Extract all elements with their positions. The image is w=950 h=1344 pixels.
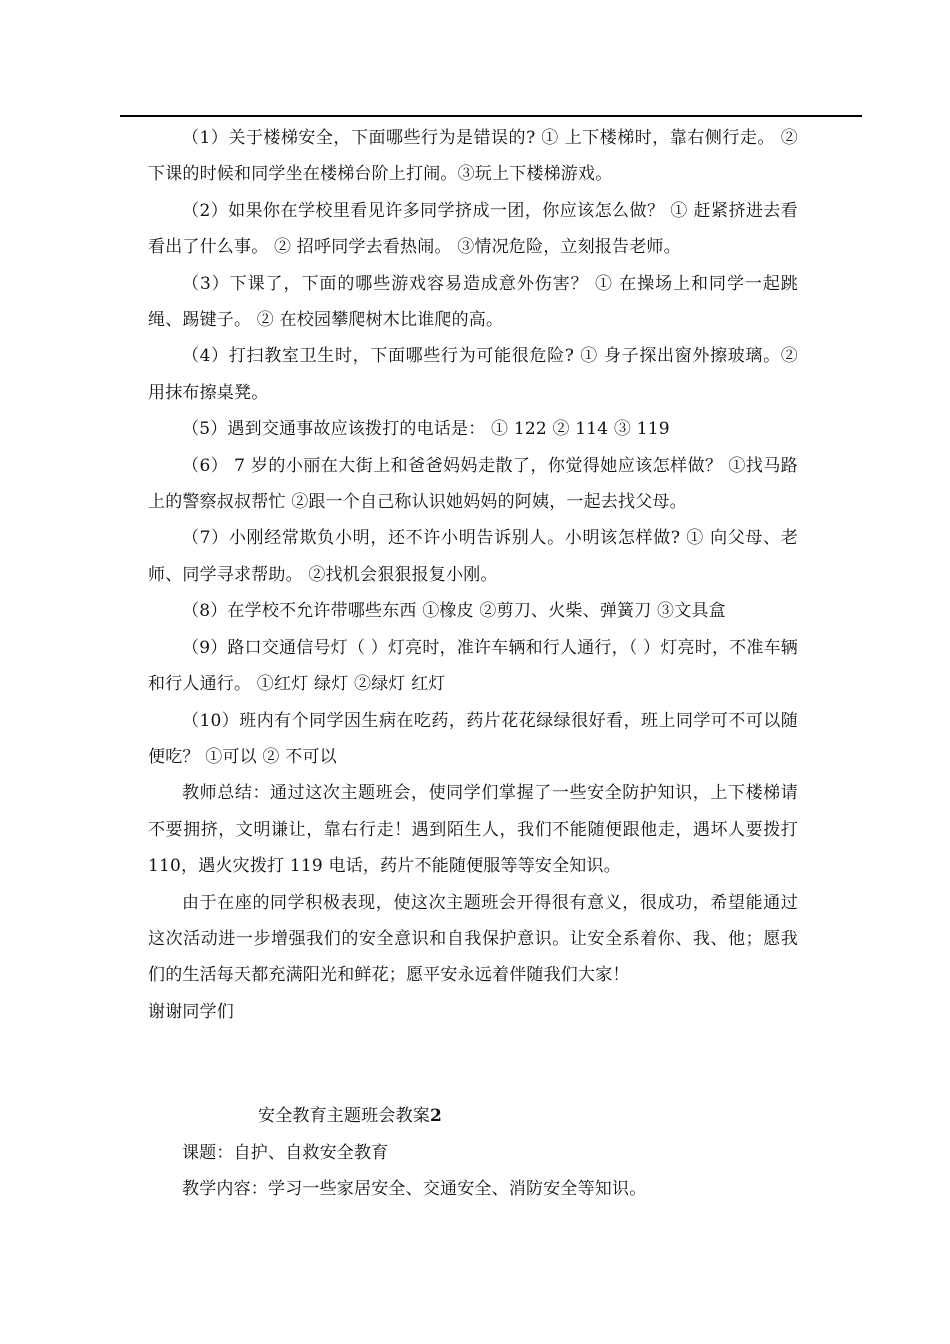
closing-thanks: 谢谢同学们: [148, 1001, 234, 1022]
closing-paragraph: 由于在座的同学积极表现，使这次主题班会开得很有意义，很成功，希望能通过这次活动进一步增强我们的安全意识和自我保护意识。让安全系着你、我、他；愿我们的生活每天都充满阳光和鲜花；愿平安永远着伴随我们大家！: [148, 892, 798, 986]
section-2-content: 教学内容：学习一些家居安全、交通安全、消防安全等知识。: [182, 1178, 647, 1199]
question-3: （3）下课了，下面的哪些游戏容易造成意外伤害？ ① 在操场上和同学一起跳绳、踢键子。 ② 在校园攀爬树木比谁爬的高。: [148, 273, 798, 331]
question-8: （8）在学校不允许带哪些东西 ①橡皮 ②剪刀、火柴、弹簧刀 ③文具盒: [182, 601, 726, 622]
section-gap: [148, 1030, 798, 1080]
document-body: [148, 120, 798, 1207]
question-1: （1）关于楼梯安全，下面哪些行为是错误的? ① 上下楼梯时，靠右侧行走。 ②下课的时候和同学坐在楼梯台阶上打闹。③玩上下楼梯游戏。: [148, 128, 798, 185]
header-rule: [120, 115, 862, 117]
question-10: （10）班内有个同学因生病在吃药，药片花花绿绿很好看，班上同学可不可以随便吃？ ①可以 ② 不可以: [148, 710, 798, 767]
teacher-summary: 教师总结：通过这次主题班会，使同学们掌握了一些安全防护知识，上下楼梯请不要拥挤，文明谦让，靠右行走！遇到陌生人，我们不能随便跟他走，遇坏人要拨打 110，遇火灾拨打 119 电话，药片不能随便服等等安全知识。: [148, 783, 798, 877]
question-9: （9）路口交通信号灯（ ）灯亮时，准许车辆和行人通行，（ ）灯亮时，不准车辆和行人通行。 ①红灯 绿灯 ②绿灯 红灯: [148, 637, 798, 695]
question-4: （4）打扫教室卫生时，下面哪些行为可能很危险? ① 身子探出窗外擦玻璃。②用抹布擦桌凳。: [148, 346, 798, 403]
section-2-title-text: 安全教育主题班会教案: [258, 1106, 430, 1127]
question-5: （5）遇到交通事故应该拨打的电话是： ① 122 ② 114 ③ 119: [182, 419, 670, 440]
section-2-title: [148, 1098, 798, 1134]
section-gap: [148, 1080, 798, 1098]
section-2-number: 2: [430, 1106, 443, 1127]
question-2: （2）如果你在学校里看见许多同学挤成一团，你应该怎么做？ ① 赶紧挤进去看看出了什么事。 ② 招呼同学去看热闹。 ③情况危险，立刻报告老师。: [148, 200, 798, 258]
question-6: （6） 7 岁的小丽在大街上和爸爸妈妈走散了，你觉得她应该怎样做？ ①找马路上的警察叔叔帮忙 ②跟一个自己称认识她妈妈的阿姨，一起去找父母。: [148, 455, 798, 513]
section-2-topic: 课题：自护、自救安全教育: [182, 1142, 389, 1163]
question-7: （7）小刚经常欺负小明，还不许小明告诉别人。小明该怎样做? ① 向父母、老师、同学寻求帮助。 ②找机会狠狠报复小刚。: [148, 528, 798, 585]
